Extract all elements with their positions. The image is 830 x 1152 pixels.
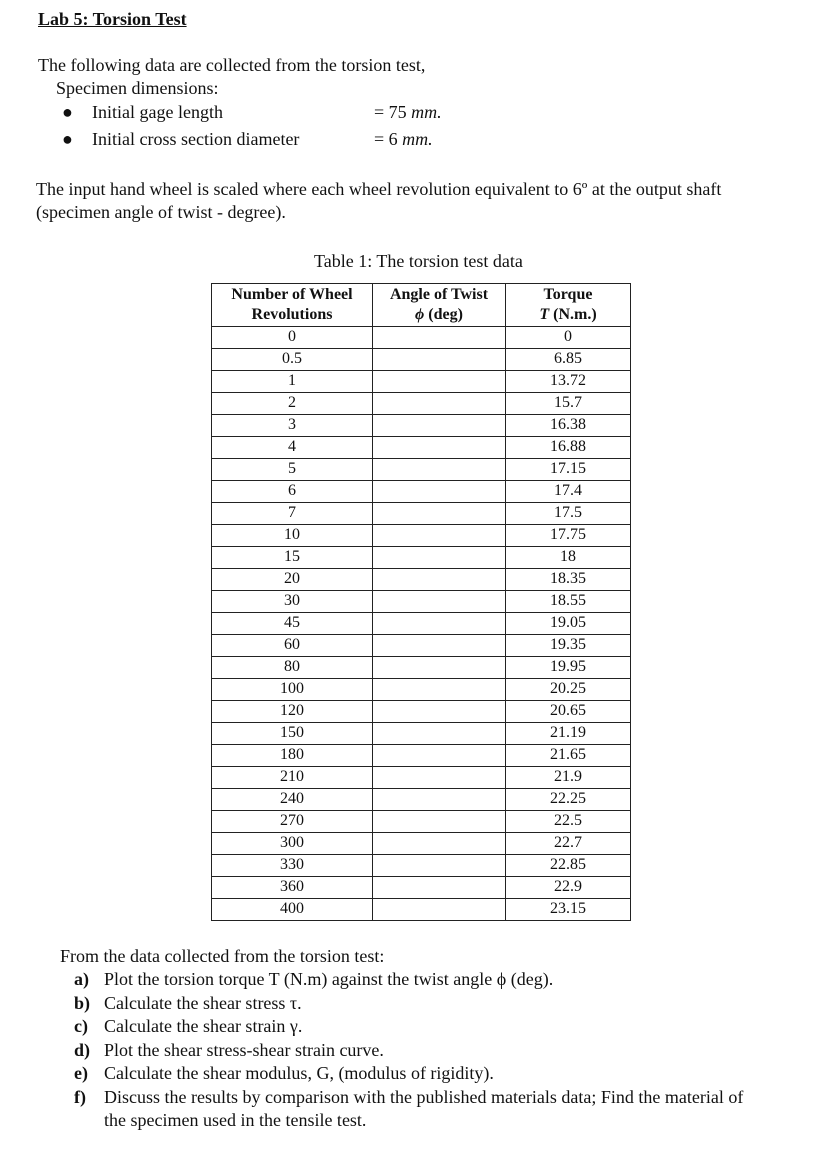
cell-angle [373,371,506,393]
cell-angle [373,591,506,613]
cell-revolutions: 120 [212,701,373,723]
cell-angle [373,855,506,877]
table-row [212,745,631,767]
cell-torque: 17.75 [506,525,631,547]
cell-torque: 19.95 [506,657,631,679]
cell-torque: 17.4 [506,481,631,503]
cell-angle [373,657,506,679]
cell-torque: 21.19 [506,723,631,745]
question-text: Plot the shear stress-shear strain curve. [104,1039,384,1060]
cell-revolutions: 80 [212,657,373,679]
table-row [212,833,631,855]
cell-torque: 15.7 [506,393,631,415]
cell-angle [373,349,506,371]
question-text: Discuss the results by comparison with the published materials data; Find the material of [104,1086,744,1107]
header-torque: Torque T (N.m.) [506,284,631,327]
cell-torque: 19.05 [506,613,631,635]
cell-torque: 16.38 [506,415,631,437]
question-letter: d) [74,1039,91,1060]
cell-revolutions: 180 [212,745,373,767]
question-item [74,1086,743,1110]
question-item [74,968,743,992]
table-row [212,613,631,635]
cell-revolutions: 2 [212,393,373,415]
cell-revolutions: 60 [212,635,373,657]
table-row [212,437,631,459]
cell-angle [373,327,506,349]
cell-angle [373,569,506,591]
question-letter: b) [74,992,91,1013]
question-text: Plot the torsion torque T (N.m) against the twist angle ϕ (deg). [104,969,554,989]
question-text: Calculate the shear modulus, G, (modulus of rigidity). [104,1063,494,1083]
wheel-note-line1: The input hand wheel is scaled where each wheel revolution equivalent to 6º at the output shaft [36,179,722,199]
question-item [74,1062,743,1086]
cell-angle [373,899,506,921]
cell-revolutions: 20 [212,569,373,591]
question-f-continuation: the specimen used in the tensile test. [104,1110,367,1130]
cell-angle [373,811,506,833]
cell-angle [373,635,506,657]
questions-intro: From the data collected from the torsion test: [60,946,385,966]
cell-revolutions: 240 [212,789,373,811]
table-row [212,393,631,415]
cell-torque: 22.5 [506,811,631,833]
cell-torque: 21.65 [506,745,631,767]
cell-angle [373,393,506,415]
bullet-icon: ● [62,129,73,149]
cell-revolutions: 0.5 [212,349,373,371]
table-header-row [212,284,631,327]
cell-torque: 16.88 [506,437,631,459]
table-row [212,789,631,811]
cell-angle [373,503,506,525]
table-row [212,569,631,591]
cell-angle [373,415,506,437]
intro-text: The following data are collected from the torsion test, [38,55,426,75]
cell-angle [373,525,506,547]
cell-torque: 22.85 [506,855,631,877]
table-row [212,657,631,679]
cell-angle [373,723,506,745]
torsion-data-table [211,283,631,921]
cell-revolutions: 45 [212,613,373,635]
cell-torque: 23.15 [506,899,631,921]
table-row [212,899,631,921]
cell-revolutions: 3 [212,415,373,437]
cell-revolutions: 360 [212,877,373,899]
specimen-heading: Specimen dimensions: [56,78,219,98]
cell-torque: 19.35 [506,635,631,657]
cell-angle [373,745,506,767]
table-row [212,701,631,723]
cell-torque: 18.35 [506,569,631,591]
cell-revolutions: 7 [212,503,373,525]
cell-torque: 22.25 [506,789,631,811]
cell-angle [373,613,506,635]
cell-angle [373,679,506,701]
question-text: Calculate the shear stress τ. [104,992,302,1013]
cell-revolutions: 15 [212,547,373,569]
table-row [212,877,631,899]
cell-torque: 17.15 [506,459,631,481]
cell-torque: 18 [506,547,631,569]
table-row [212,481,631,503]
cell-torque: 6.85 [506,349,631,371]
question-text: Calculate the shear strain γ. [104,1016,303,1036]
cell-revolutions: 10 [212,525,373,547]
question-item [74,992,743,1016]
cell-torque: 20.65 [506,701,631,723]
page-title: Lab 5: Torsion Test [38,9,187,29]
cell-revolutions: 0 [212,327,373,349]
cell-revolutions: 300 [212,833,373,855]
cell-angle [373,767,506,789]
table-row [212,349,631,371]
cell-revolutions: 330 [212,855,373,877]
cell-angle [373,459,506,481]
question-item [74,1039,743,1063]
cell-angle [373,833,506,855]
cell-torque: 22.9 [506,877,631,899]
dimension-value-gage-length: = 75 mm. [374,102,442,122]
cell-revolutions: 150 [212,723,373,745]
question-letter: e) [74,1063,88,1083]
cell-torque: 13.72 [506,371,631,393]
table-row [212,723,631,745]
cell-torque: 18.55 [506,591,631,613]
question-letter: a) [74,969,89,989]
cell-revolutions: 100 [212,679,373,701]
table-row [212,591,631,613]
cell-revolutions: 210 [212,767,373,789]
question-letter: c) [74,1016,88,1036]
table-row [212,767,631,789]
cell-revolutions: 1 [212,371,373,393]
dimension-value-diameter: = 6 mm. [374,129,433,149]
cell-revolutions: 6 [212,481,373,503]
cell-angle [373,481,506,503]
cell-revolutions: 400 [212,899,373,921]
cell-torque: 17.5 [506,503,631,525]
table-row [212,525,631,547]
table-row [212,371,631,393]
questions-list [74,968,743,1133]
cell-angle [373,877,506,899]
question-item [74,1015,743,1039]
cell-angle [373,547,506,569]
cell-torque: 21.9 [506,767,631,789]
table-row [212,459,631,481]
wheel-note-line2: (specimen angle of twist - degree). [36,202,286,222]
table-row [212,415,631,437]
cell-revolutions: 4 [212,437,373,459]
table-row [212,855,631,877]
question-letter: f) [74,1086,86,1107]
table-row [212,811,631,833]
cell-torque: 22.7 [506,833,631,855]
dimension-label-gage-length: Initial gage length [92,102,223,122]
cell-revolutions: 270 [212,811,373,833]
cell-angle [373,437,506,459]
table-row [212,327,631,349]
header-angle-of-twist: Angle of Twist ϕ (deg) [373,284,506,327]
table-row [212,679,631,701]
table-row [212,635,631,657]
cell-angle [373,701,506,723]
dimension-label-diameter: Initial cross section diameter [92,129,300,149]
cell-revolutions: 30 [212,591,373,613]
table-row [212,547,631,569]
cell-angle [373,789,506,811]
header-wheel-revolutions: Number of Wheel Revolutions [212,284,373,327]
table-row [212,503,631,525]
bullet-icon: ● [62,102,73,122]
cell-torque: 0 [506,327,631,349]
cell-revolutions: 5 [212,459,373,481]
table-caption: Table 1: The torsion test data [314,251,523,271]
cell-torque: 20.25 [506,679,631,701]
